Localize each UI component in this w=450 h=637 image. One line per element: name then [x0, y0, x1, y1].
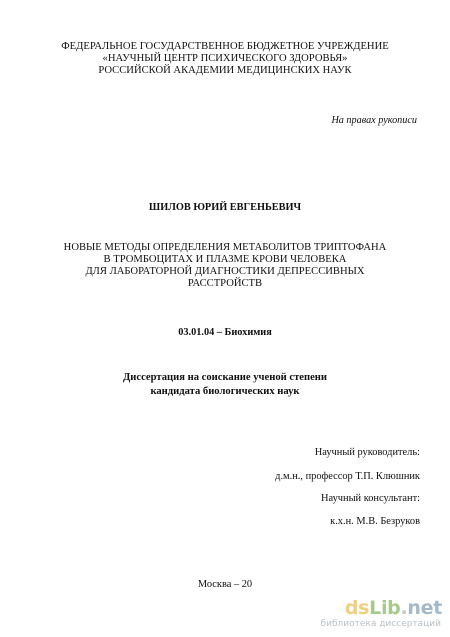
logo-net: net: [407, 597, 442, 619]
institution-line: РОССИЙСКОЙ АКАДЕМИИ МЕДИЦИНСКИХ НАУК: [98, 65, 352, 76]
specialty-code: 03.01.04 – Биохимия: [178, 327, 272, 338]
advisor-label: Научный руководитель:: [314, 447, 420, 458]
title-line: ДЛЯ ЛАБОРАТОРНОЙ ДИАГНОСТИКИ ДЕПРЕССИВНЫХ: [85, 266, 365, 277]
institution-line: «НАУЧНЫЙ ЦЕНТР ПСИХИЧЕСКОГО ЗДОРОВЬЯ»: [102, 53, 348, 64]
title-line: В ТРОМБОЦИТАХ И ПЛАЗМЕ КРОВИ ЧЕЛОВЕКА: [103, 254, 347, 265]
consultant-label: Научный консультант:: [321, 493, 420, 504]
consultant-name: к.х.н. М.В. Безруков: [330, 516, 420, 527]
dslib-logo: [345, 597, 442, 619]
institution-header: [0, 41, 450, 77]
degree-line: кандидата биологических наук: [150, 386, 300, 397]
dslib-watermark: [320, 597, 444, 631]
author-name: ШИЛОВ ЮРИЙ ЕВГЕНЬЕВИЧ: [148, 202, 302, 213]
degree-statement: [0, 371, 450, 399]
logo-dot: .: [400, 597, 408, 619]
title-line: НОВЫЕ МЕТОДЫ ОПРЕДЕЛЕНИЯ МЕТАБОЛИТОВ ТРИПТОФАНА: [63, 242, 387, 253]
manuscript-note: На правах рукописи: [331, 115, 417, 126]
city-year-footer: Москва – 20: [197, 579, 253, 590]
institution-line: ФЕДЕРАЛЬНОЕ ГОСУДАРСТВЕННОЕ БЮДЖЕТНОЕ УЧРЕЖДЕНИЕ: [61, 41, 389, 52]
watermark-subtitle: библиотека диссертаций: [320, 619, 441, 629]
degree-line: Диссертация на соискание ученой степени: [123, 372, 327, 383]
dissertation-title: [0, 242, 450, 290]
title-line: РАССТРОЙСТВ: [187, 278, 263, 289]
logo-lib: Lib: [369, 597, 401, 619]
logo-ds: ds: [344, 597, 370, 619]
advisor-name: д.м.н., профессор Т.П. Клюшник: [275, 471, 420, 482]
